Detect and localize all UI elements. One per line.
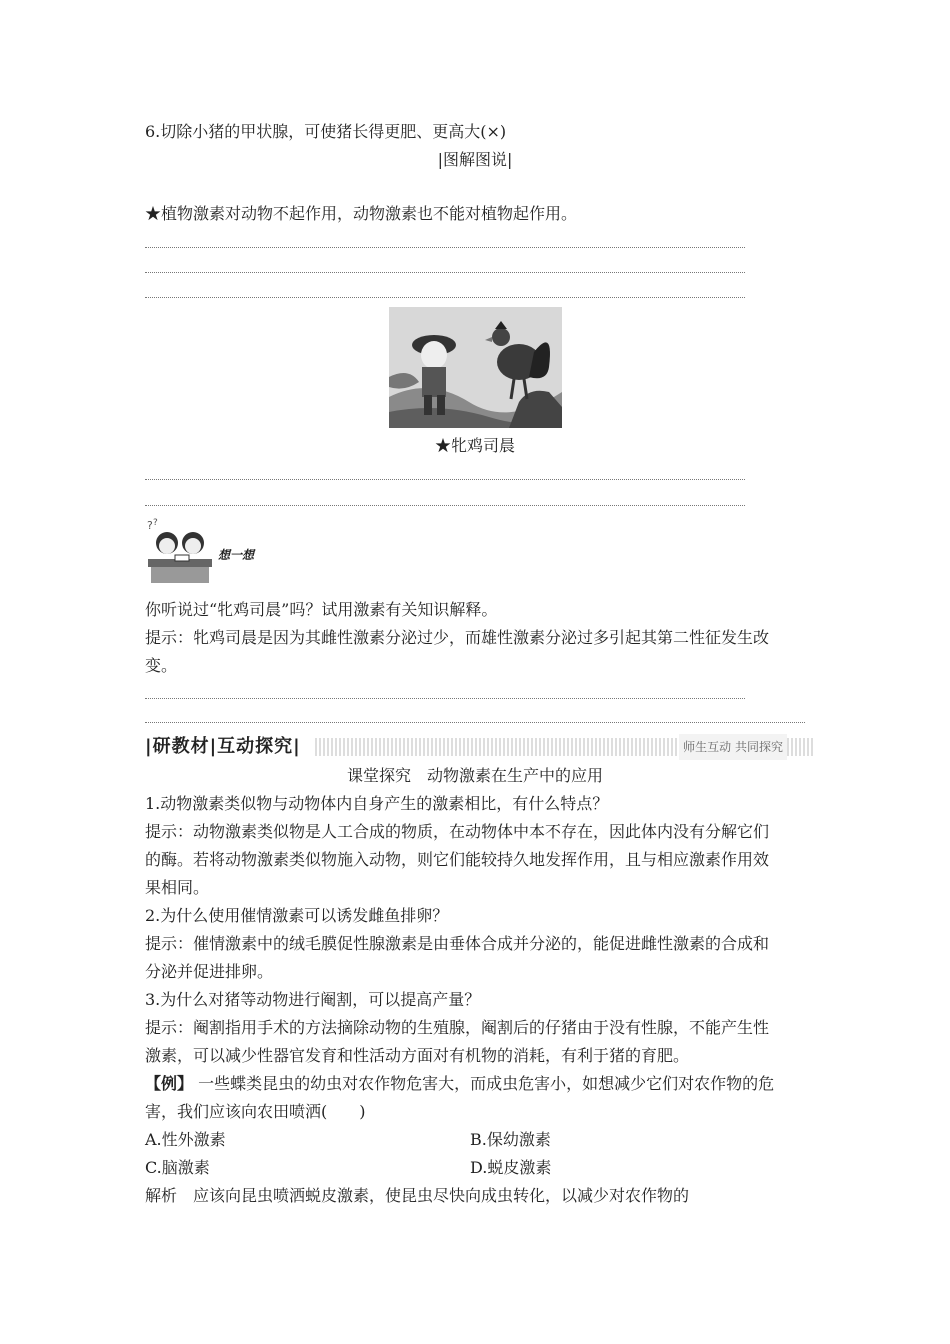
example-line-1 <box>145 1070 774 1098</box>
question-1: 1.动物激素类似物与动物体内自身产生的激素相比，有什么特点？ <box>145 794 609 813</box>
section-label: |研教材|互动探究| <box>145 736 301 757</box>
svg-text:?: ? <box>153 518 158 528</box>
answer-line <box>145 479 745 480</box>
inquiry-title: 课堂探究 动物激素在生产中的应用 <box>346 766 603 785</box>
section-right-label: 师生互动 共同探究 <box>679 734 787 760</box>
example-line-2: 害，我们应该向农田喷洒( ) <box>145 1102 366 1121</box>
answer-line <box>145 247 745 248</box>
answer-2-line-1: 提示：催情激素中的绒毛膜促性腺激素是由垂体合成并分泌的，能促进雌性激素的合成和 <box>145 934 770 953</box>
answer-1-line-1: 提示：动物激素类似物是人工合成的物质，在动物体中本不存在，因此体内没有分解它们 <box>145 822 770 841</box>
think-label: 想一想 <box>218 548 255 562</box>
example-text: 一些蝶类昆虫的幼虫对农作物危害大，而成虫危害小，如想减少它们对农作物的危 <box>193 1074 775 1093</box>
section-header-bar <box>145 734 815 760</box>
question-3: 3.为什么对猪等动物进行阉割，可以提高产量？ <box>145 990 481 1009</box>
answer-1-line-2: 的酶。若将动物激素类似物施入动物，则它们能较持久地发挥作用，且与相应激素作用效 <box>145 850 770 869</box>
kids-thinking-icon <box>145 517 215 585</box>
answer-line <box>145 297 745 298</box>
image-caption: ★牝鸡司晨 <box>434 436 515 455</box>
figure-heading: |图解图说| <box>437 150 513 169</box>
svg-text:?: ? <box>147 519 153 532</box>
plant-hormone-note: ★植物激素对动物不起作用，动物激素也不能对植物起作用。 <box>145 204 578 223</box>
answer-2-line-2: 分泌并促进排卵。 <box>145 962 274 981</box>
think-hint-line-1: 提示：牝鸡司晨是因为其雌性激素分泌过少，而雄性激素分泌过多引起其第二性征发生改 <box>145 628 770 647</box>
answer-3-line-1: 提示：阉割指用手术的方法摘除动物的生殖腺，阉割后的仔猪由于没有性腺，不能产生性 <box>145 1018 770 1037</box>
option-a: A.性外激素 <box>145 1130 226 1149</box>
answer-line <box>145 272 745 273</box>
option-c: C.脑激素 <box>145 1158 210 1177</box>
question-6: 6.切除小猪的甲状腺，可使猪长得更肥、更高大(×) <box>145 122 507 141</box>
question-2: 2.为什么使用催情激素可以诱发雌鱼排卵？ <box>145 906 449 925</box>
example-tag: 【例】 <box>145 1074 194 1093</box>
think-hint-line-2: 变。 <box>145 656 178 675</box>
analysis: 解析 应该向昆虫喷洒蜕皮激素，使昆虫尽快向成虫转化，以减少对农作物的 <box>145 1186 690 1205</box>
section-divider <box>145 722 805 723</box>
answer-line <box>145 505 745 506</box>
answer-1-line-3: 果相同。 <box>145 878 210 897</box>
hen-crowing-illustration <box>389 307 562 428</box>
think-question: 你听说过“牝鸡司晨”吗？试用激素有关知识解释。 <box>145 600 498 619</box>
answer-3-line-2: 激素，可以减少性器官发育和性活动方面对有机物的消耗，有利于猪的育肥。 <box>145 1046 690 1065</box>
option-d: D.蜕皮激素 <box>470 1158 552 1177</box>
option-b: B.保幼激素 <box>470 1130 551 1149</box>
answer-line <box>145 698 745 699</box>
